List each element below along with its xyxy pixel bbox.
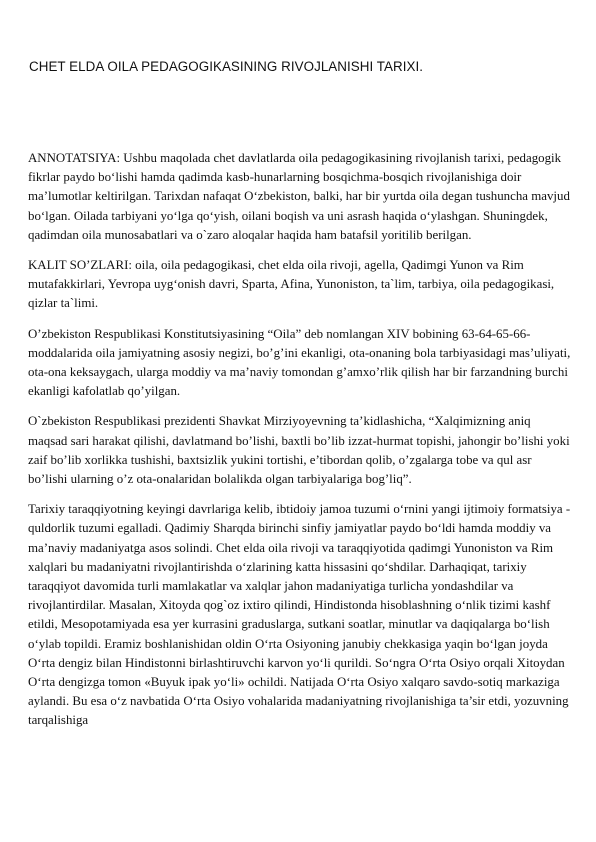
body-paragraph: O`zbekiston Respublikasi prezidenti Shavkat Mirziyoyevning ta’kidlashicha, “Xalqimizning aniq maqsad sari harakat qilishi, davlatmand bo’lishi, baxtli bo’lib izzat-hurmat topishi, jahongir bo’lishi yoki zaif bo’lib xorlikka tushishi, baxtsizlik yukini tortishi, e’tibordan qolib, o’zgalarga tobe va qul asr bo’lishi ularning o’z ota-onalaridan bolalikda olgan tarbiyalariga bog’liq”. — [28, 414, 570, 487]
body-paragraph: Tarixiy taraqqiyotning keyingi davrlariga kelib, ibtidoiy jamoa tuzumi o‘rnini yangi ijtimoiy formatsiya - quldorlik tuzumi egalladi. Qadimiy Sharqda birinchi sinfiy jamiyatlar paydo bo‘ldi hamda moddiy va ma’naviy madaniyatga asos solindi. Chet elda oila rivoji va taraqqiyotida qadimgi Yunoniston va Rim xalqlari bu madaniyatni rivojlantirishda o‘zlarining katta hissasini qo‘shdilar. Darhaqiqat, tarixiy taraqqiyot davomida turli mamlakatlar va xalqlar jahon madaniyatiga turlicha yondashdilar va rivojlantirdilar. Masalan, Xitoyda qog`oz ixtiro qilindi, Hindistonda hisoblashning o‘nlik tizimi kashf etildi, Mesopotamiyada esa yer kurrasini graduslarga, sutkani soatlar, minutlar va daqiqalarga bo‘lish o‘ylab topildi. Eramiz boshlanishidan oldin O‘rta Osiyoning janubiy chekkasiga yaqin bo‘lgan joyda O‘rta dengiz bilan Hindistonni birlashtiruvchi karvon yo‘li qurildi. So‘ngra O‘rta Osiyo orqali Xitoydan O‘rta dengizga tomon «Buyuk ipak yo‘li» ochildi. Natijada O‘rta Osiyo xalqaro savdo-sotiq markaziga aylandi. Bu esa o‘z navbatida O‘rta Osiyo vohalarida madaniyatning rivojlanishiga ta’sir etdi, yozuvning tarqalishiga — [28, 502, 571, 728]
keywords-paragraph: KALIT SO’ZLARI: oila, oila pedagogikasi, chet elda oila rivoji, agella, Qadimgi Yunon va Rim mutafakkirlari, Yevropa uyg‘onish davri, Sparta, Afina, Yunoniston, ta`lim, tarbiya, oila pedagogikasi, qizlar ta`limi. — [28, 258, 555, 311]
document-title: CHET ELDA OILA PEDAGOGIKASINING RIVOJLANISHI TARIXI. — [29, 59, 424, 74]
body-paragraph: O’zbekiston Respublikasi Konstitutsiyasining “Oila” deb nomlangan XIV bobining 63-64-65-66-moddalarida oila jamiyatning asosiy negizi, bo’g’ini ekanligi, ota-onaning bola tarbiyasidagi mas’uliyati, ota-ona keksaygach, ularga moddiy va ma’naviy tomondan g’amxo’rlik qilish har bir farzandning burchi ekanligi kafolatlab qo’yilgan. — [28, 326, 571, 399]
document-body — [28, 149, 573, 742]
annotation-paragraph: ANNOTATSIYA: Ushbu maqolada chet davlatlarda oila pedagogikasining rivojlanish tarixi, pedagogik fikrlar paydo bo‘lishi hamda qadimda kasb-hunarlarning bosqichma-bosqich rivojlanishiga doir ma’lumotlar keltirilgan. Tarixdan nafaqat O‘zbekiston, balki, har bir yurtda oila degan tushuncha mavjud bo‘lgan. Oilada tarbiyani yo‘lga qo‘yish, oilani boqish va uni asrash haqida o‘ylashgan. Shuningdek, qadimdan oila munosabatlari va o`zaro aloqalar haqida ham batafsil yoritilib berilgan. — [28, 151, 570, 242]
